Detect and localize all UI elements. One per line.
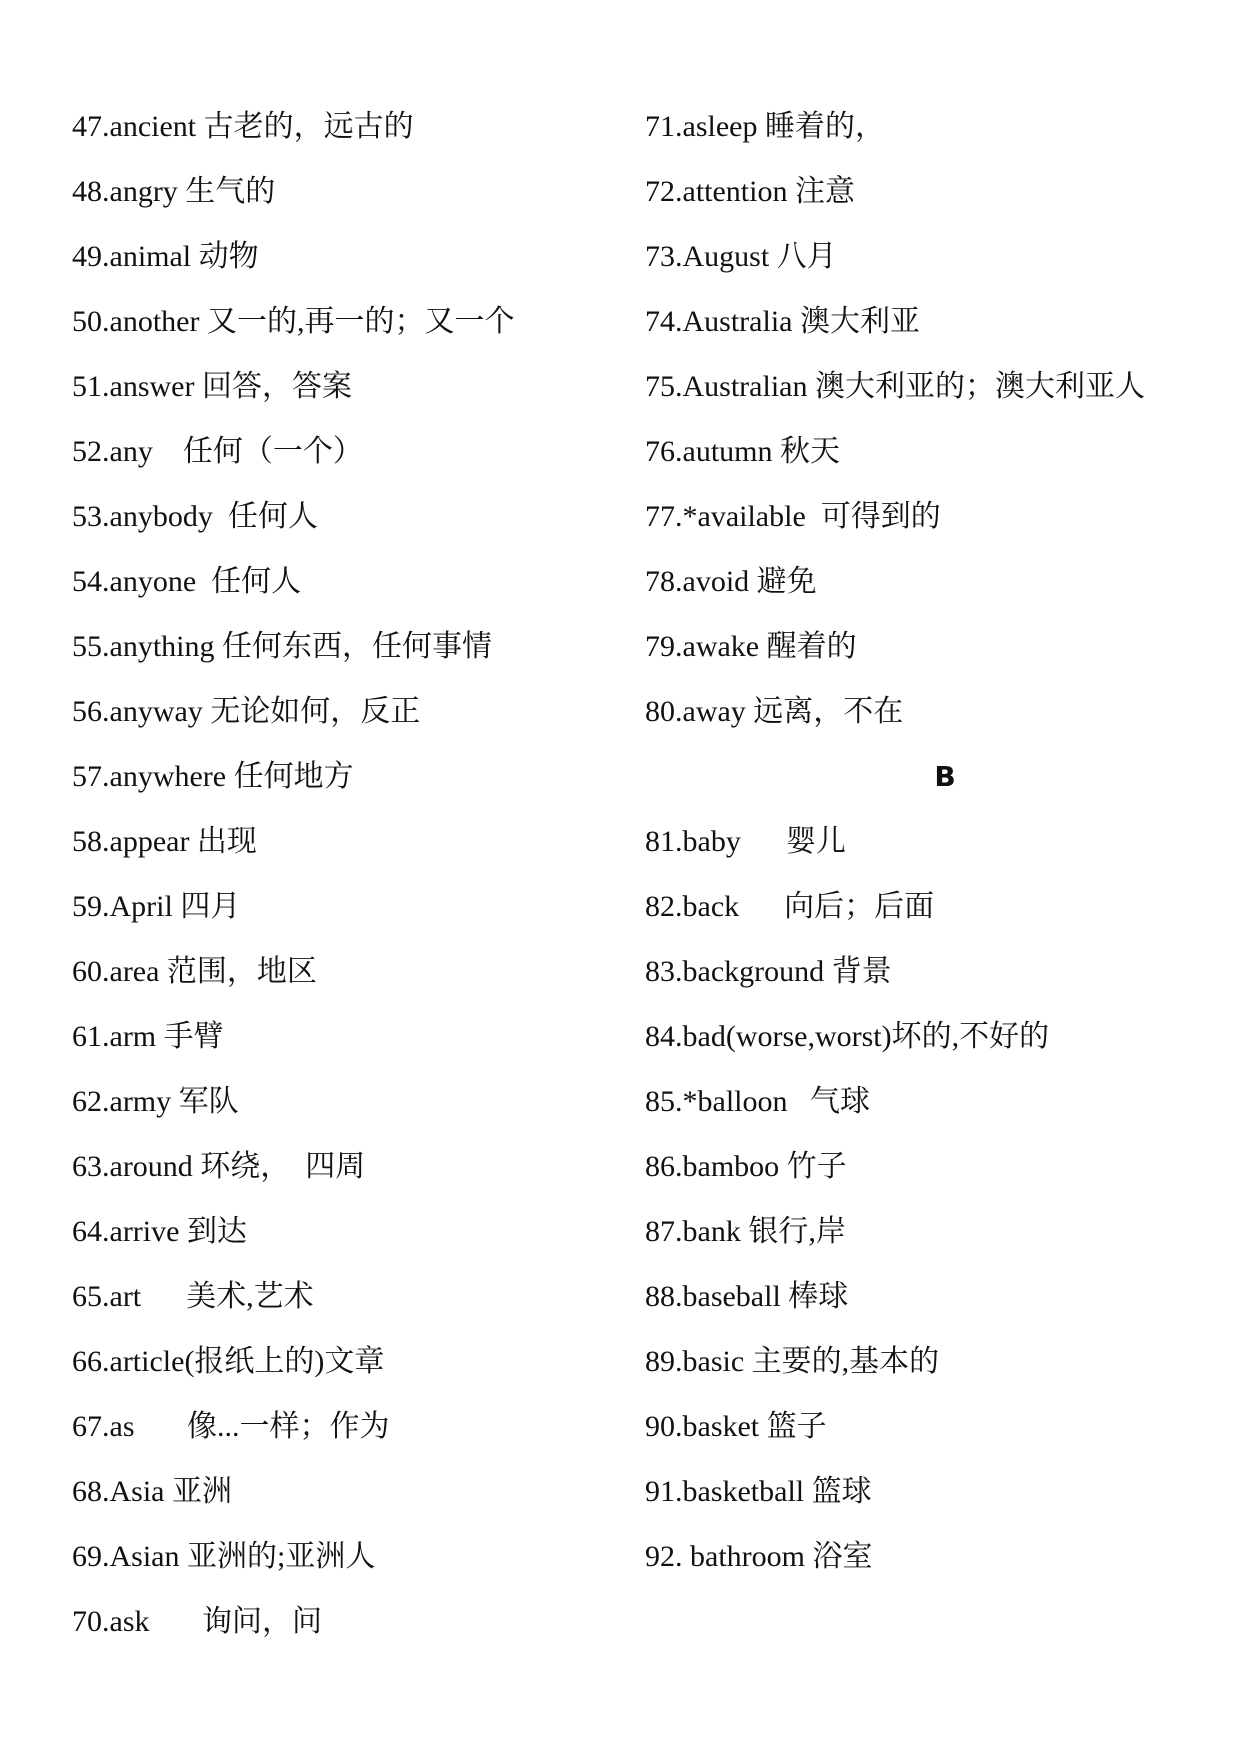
vocab-entry: 52.any 任何（一个）: [72, 435, 363, 468]
vocab-entry: 86.bamboo 竹子: [645, 1150, 847, 1183]
vocab-entry: 62.army 军队: [72, 1085, 239, 1118]
vocab-entry: 75.Australian 澳大利亚的；澳大利亚人: [645, 370, 1145, 403]
vocab-entry: 72.attention 注意: [645, 175, 855, 208]
vocab-entry: 85.*balloon 气球: [645, 1085, 870, 1118]
vocab-entry: 74.Australia 澳大利亚: [645, 305, 920, 338]
vocab-entry: 51.answer 回答，答案: [72, 370, 352, 403]
vocab-entry: 88.baseball 棒球: [645, 1280, 849, 1313]
vocab-entry: 48.angry 生气的: [72, 175, 276, 208]
vocab-entry: 57.anywhere 任何地方: [72, 760, 354, 793]
vocab-entry: 50.another 又一的,再一的；又一个: [72, 305, 515, 338]
right-column: [645, 94, 1205, 1589]
vocab-entry: 81.baby 婴儿: [645, 825, 846, 858]
vocab-entry: 56.anyway 无论如何，反正: [72, 695, 421, 728]
vocab-entry: 90.basket 篮子: [645, 1410, 827, 1443]
vocab-entry: 71.asleep 睡着的，: [645, 110, 885, 143]
vocab-entry: 68.Asia 亚洲: [72, 1475, 232, 1508]
vocab-entry: 53.anybody 任何人: [72, 500, 318, 533]
vocab-entry: 58.appear 出现: [72, 825, 257, 858]
vocab-entry: 49.animal 动物: [72, 240, 259, 273]
vocab-entry: 61.arm 手臂: [72, 1020, 224, 1053]
vocab-entry: 79.awake 醒着的: [645, 630, 857, 663]
vocab-entry: 54.anyone 任何人: [72, 565, 302, 598]
vocab-entry: 55.anything 任何东西，任何事情: [72, 630, 492, 663]
section-heading: B: [934, 760, 956, 793]
vocab-entry: 64.arrive 到达: [72, 1215, 247, 1248]
vocab-entry: 47.ancient 古老的，远古的: [72, 110, 414, 143]
vocab-entry: 76.autumn 秋天: [645, 435, 840, 468]
vocab-entry: 65.art 美术,艺术: [72, 1280, 314, 1313]
vocab-entry: 83.background 背景: [645, 955, 892, 988]
vocab-entry: 70.ask 询问，问: [72, 1605, 322, 1638]
vocab-entry: 59.April 四月: [72, 890, 241, 923]
left-column: [72, 94, 592, 1654]
vocab-entry: 89.basic 主要的,基本的: [645, 1345, 940, 1378]
vocab-entry: 84.bad(worse,worst)坏的,不好的: [645, 1020, 1050, 1053]
vocab-entry: 87.bank 银行,岸: [645, 1215, 846, 1248]
vocab-entry: 80.away 远离，不在: [645, 695, 904, 728]
vocab-entry: 60.area 范围，地区: [72, 955, 317, 988]
vocab-entry: 66.article(报纸上的)文章: [72, 1345, 385, 1378]
vocab-entry: 69.Asian 亚洲的;亚洲人: [72, 1540, 376, 1573]
vocab-entry: 77.*available 可得到的: [645, 500, 941, 533]
vocab-entry: 91.basketball 篮球: [645, 1475, 872, 1508]
vocab-entry: 82.back 向后；后面: [645, 890, 935, 923]
vocab-entry: 73.August 八月: [645, 240, 837, 273]
vocab-entry: 92. bathroom 浴室: [645, 1540, 873, 1573]
vocab-entry: 63.around 环绕， 四周: [72, 1150, 366, 1183]
vocab-entry: 67.as 像...一样；作为: [72, 1410, 390, 1443]
vocab-entry: 78.avoid 避免: [645, 565, 817, 598]
